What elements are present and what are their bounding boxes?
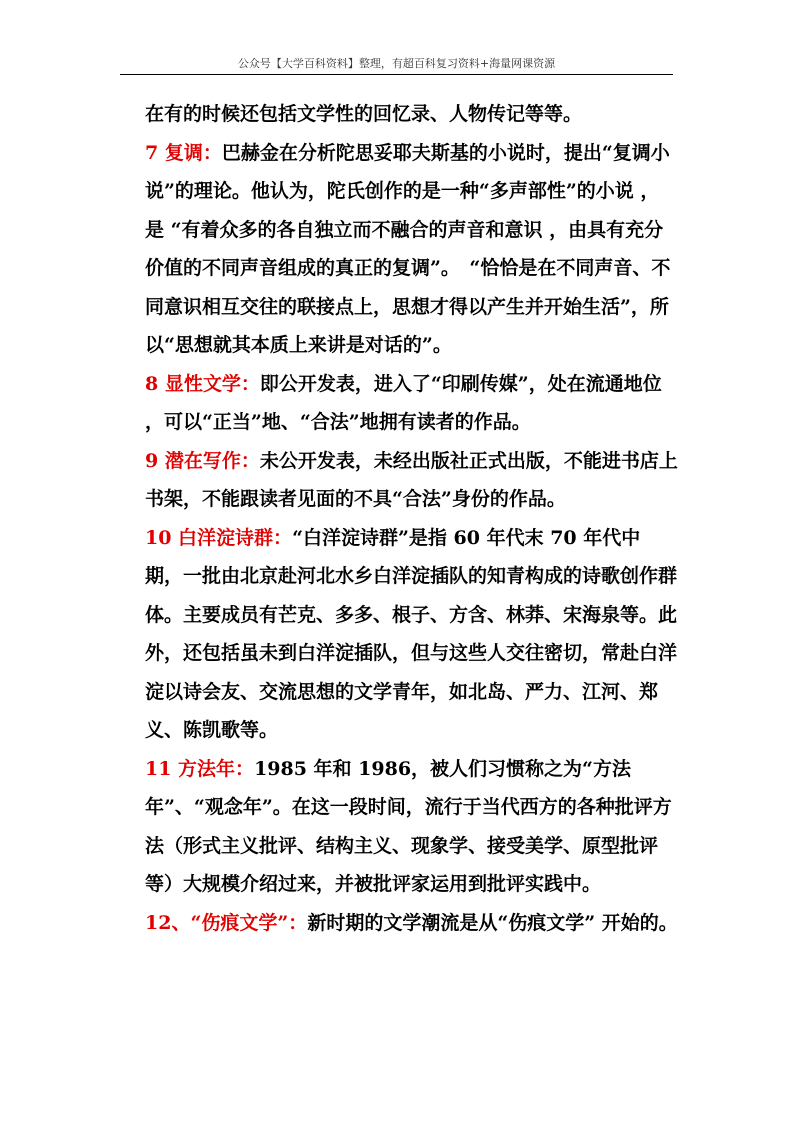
header-divider xyxy=(120,74,673,75)
entry-method-year xyxy=(145,750,678,904)
entry-body: 即公开发表，进入了“印刷传媒”，处在流通地位 ，可以“正当”地、“合法”地拥有读者的作品。 xyxy=(145,372,662,433)
entry-body: 1985 年和 1986，被人们习惯称之为“方法年”、“观念年”。在这一段时间，流行于当代西方的各种批评方法（形式主义批评、结构主义、现象学、接受美学、原型批评等）大规模介绍过来，并被批评家运用到批评实践中。 xyxy=(145,757,672,895)
entry-term: 10 白洋淀诗群： xyxy=(145,526,293,549)
entry-scar-literature xyxy=(145,904,678,943)
entry-term: 12、“伤痕文学”： xyxy=(145,911,308,934)
entry-term: 11 方法年： xyxy=(145,757,255,780)
entry-continuation xyxy=(145,95,678,134)
page-header: 公众号【大学百科资料】整理，有超百科复习资料+海量网课资源 xyxy=(237,57,556,70)
entry-body: 未公开发表，未经出版社正式出版，不能进书店上书架，不能跟读者见面的不具“合法”身份的作品。 xyxy=(145,449,678,510)
entry-term: 8 显性文学： xyxy=(145,372,260,395)
entry-body: 在有的时候还包括文学性的回忆录、人物传记等等。 xyxy=(145,103,583,125)
document-body xyxy=(145,95,678,942)
entry-body: 新时期的文学潮流是从“伤痕文学” 开始的。 xyxy=(307,911,678,934)
entry-term: 7 复调： xyxy=(145,141,222,164)
entry-body: 巴赫金在分析陀思妥耶夫斯基的小说时，提出“复调小说”的理论。他认为，陀氏创作的是一种“多声部性”的小说 ，是 “有着众多的各自独立而不融合的声音和意识 ，由具有充分价值的不同声音组成的真正的复调”。 “恰恰是在不同声音、不同意识相互交往的联接点上，思想才得以产生并开始生活”，所以“思想就其本质上来讲是对话的”。 xyxy=(145,141,671,356)
entry-baiyangdian-poets xyxy=(145,519,678,750)
entry-term: 9 潜在写作： xyxy=(145,449,260,472)
entry-overt-literature xyxy=(145,365,678,442)
entry-polyphony xyxy=(145,134,678,365)
entry-latent-writing xyxy=(145,442,678,519)
entry-body: “白洋淀诗群”是指 60 年代末 70 年代中期，一批由北京赴河北水乡白洋淀插队的知青构成的诗歌创作群体。主要成员有芒克、多多、根子、方含、林莽、宋海泉等。此外，还包括虽未到白洋淀插队，但与这些人交往密切，常赴白洋淀以诗会友、交流思想的文学青年，如北岛、严力、江河、郑义、陈凯歌等。 xyxy=(145,526,678,741)
